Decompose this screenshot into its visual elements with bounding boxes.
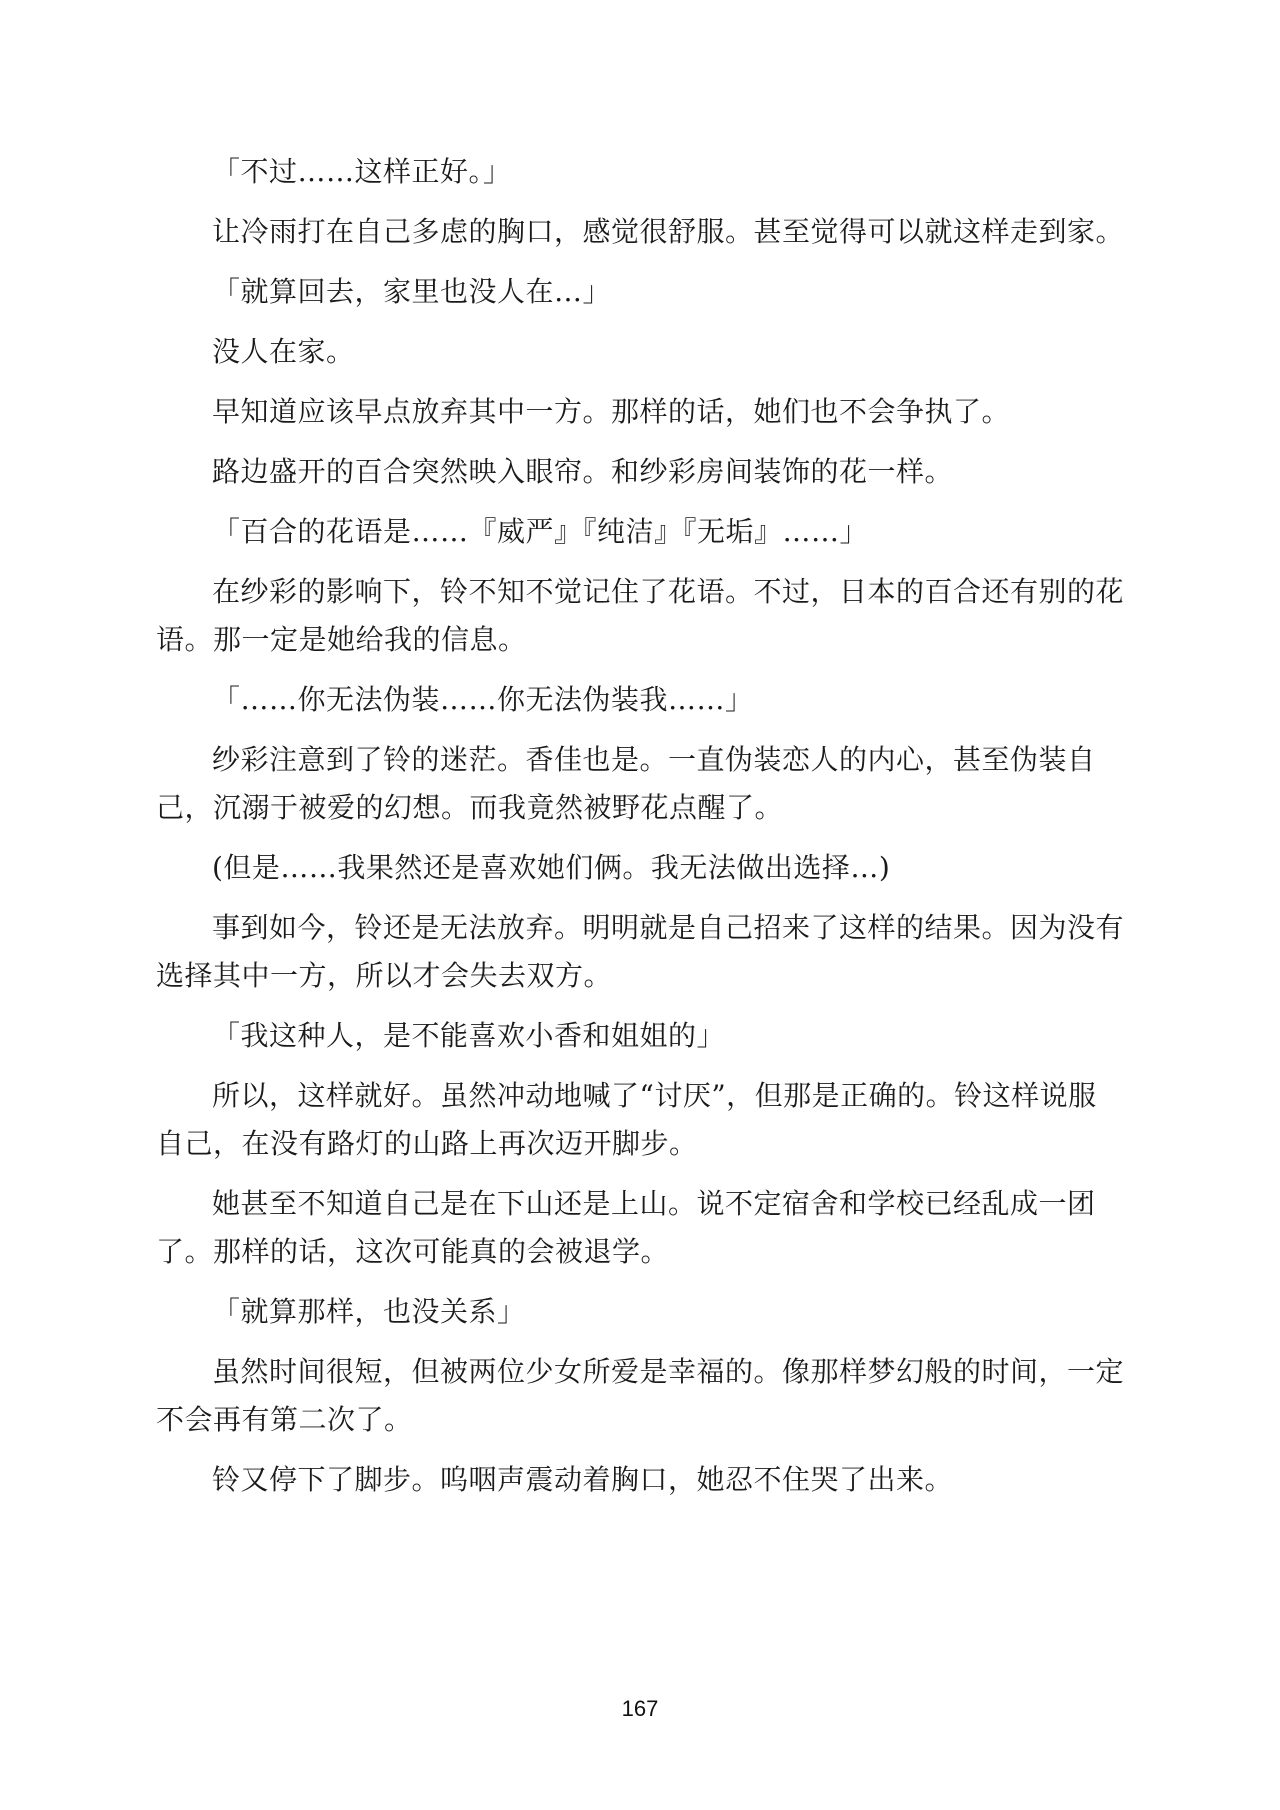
paragraph: 纱彩注意到了铃的迷茫。香佳也是。一直伪装恋人的内心，甚至伪装自己，沉溺于被爱的幻想。而我竟然被野花点醒了。 <box>156 743 1096 824</box>
paragraph: 她甚至不知道自己是在下山还是上山。说不定宿舍和学校已经乱成一团了。那样的话，这次可能真的会被退学。 <box>156 1187 1096 1268</box>
paragraph: 没人在家。 <box>212 335 355 368</box>
paragraph: 「就算那样，也没关系」 <box>212 1295 526 1328</box>
paragraph: 早知道应该早点放弃其中一方。那样的话，她们也不会争执了。 <box>212 395 1011 428</box>
page-number: 167 <box>621 1696 659 1721</box>
paragraph: 让冷雨打在自己多虑的胸口，感觉很舒服。甚至觉得可以就这样走到家。 <box>212 215 1125 248</box>
paragraph: 「就算回去，家里也没人在…」 <box>212 275 612 308</box>
paragraph: 「我这种人，是不能喜欢小香和姐姐的」 <box>212 1019 726 1052</box>
paragraph: 「百合的花语是……『威严』『纯洁』『无垢』……」 <box>212 515 869 548</box>
paragraph: 在纱彩的影响下，铃不知不觉记住了花语。不过，日本的百合还有别的花语。那一定是她给我的信息。 <box>156 575 1125 656</box>
paragraph: 路边盛开的百合突然映入眼帘。和纱彩房间装饰的花一样。 <box>212 455 954 488</box>
paragraph: 铃又停下了脚步。呜咽声震动着胸口，她忍不住哭了出来。 <box>212 1463 954 1496</box>
paragraph: 「……你无法伪装……你无法伪装我……」 <box>212 683 754 716</box>
body-text <box>156 148 1124 1516</box>
paragraph: 虽然时间很短，但被两位少女所爱是幸福的。像那样梦幻般的时间，一定不会再有第二次了。 <box>156 1355 1125 1436</box>
paragraph: 所以，这样就好。虽然冲动地喊了“讨厌”，但那是正确的。铃这样说服自己，在没有路灯的山路上再次迈开脚步。 <box>156 1079 1097 1160</box>
paragraph: 事到如今，铃还是无法放弃。明明就是自己招来了这样的结果。因为没有选择其中一方，所以才会失去双方。 <box>156 911 1125 992</box>
paragraph: 「不过……这样正好。」 <box>212 155 512 188</box>
paragraph: (但是……我果然还是喜欢她们俩。我无法做出选择…) <box>212 851 891 884</box>
